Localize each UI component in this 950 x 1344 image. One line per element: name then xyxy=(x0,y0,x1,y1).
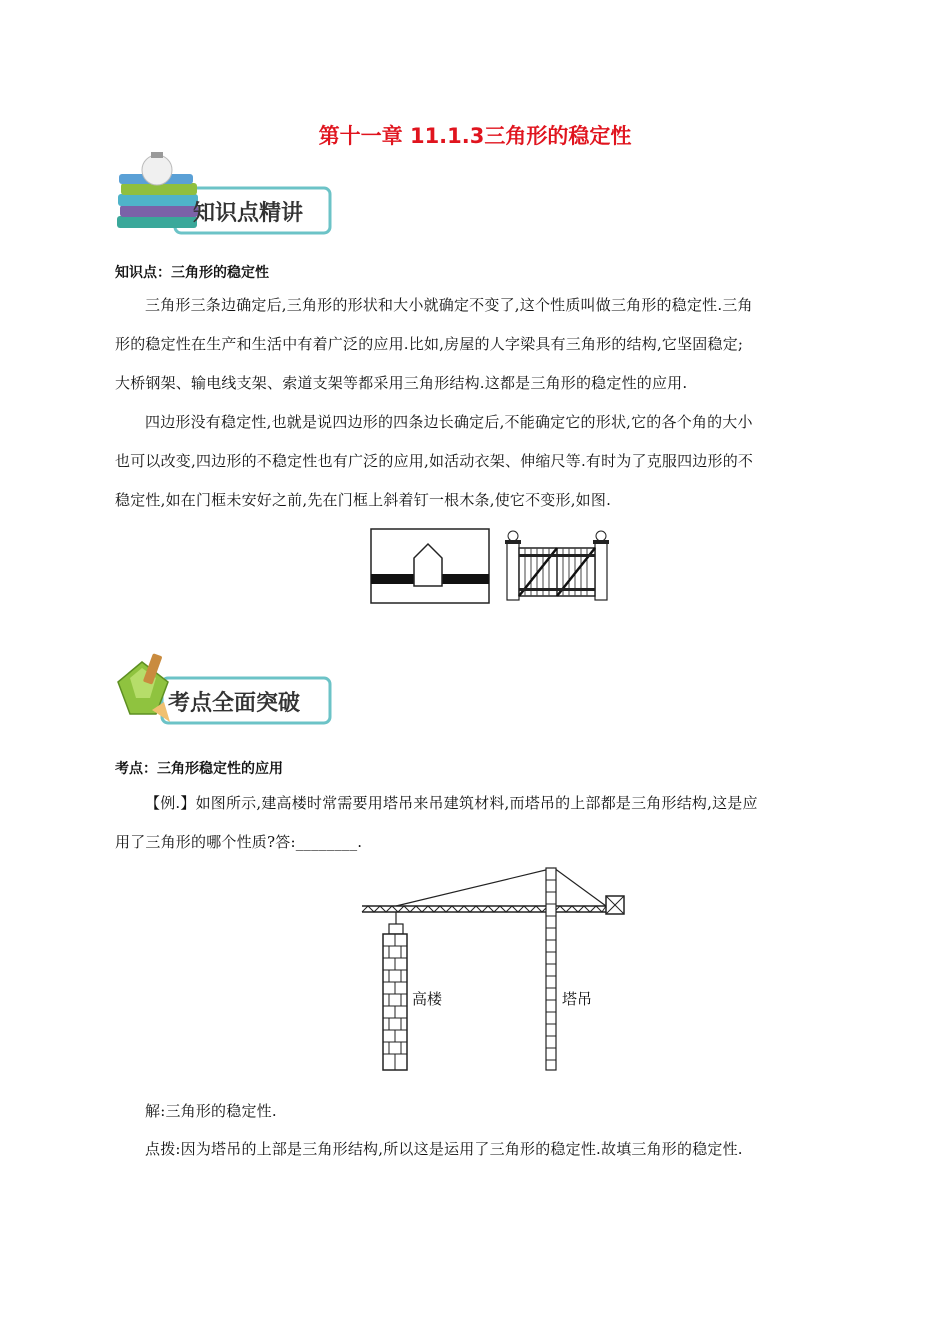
paragraph-line: 稳定性,如在门框未安好之前,先在门框上斜着钉一根木条,使它不变形,如图. xyxy=(115,491,612,509)
exam-heading: 考点：三角形稳定性的应用 xyxy=(115,761,283,777)
knowledge-paragraph-1 xyxy=(115,286,845,403)
door-frame-figure xyxy=(370,528,490,608)
solution-text xyxy=(145,1092,277,1131)
tower-crane-figure xyxy=(356,866,632,1080)
example-line: 用了三角形的哪个性质?答:________. xyxy=(115,833,363,851)
paragraph-line: 大桥钢架、输电线支架、索道支架等都采用三角形结构.这都是三角形的稳定性的应用. xyxy=(115,374,688,392)
hint-line: 点拨:因为塔吊的上部是三角形结构,所以这是运用了三角形的稳定性.故填三角形的稳定性. xyxy=(145,1140,743,1158)
paragraph-line: 也可以改变,四边形的不稳定性也有广泛的应用,如活动衣架、伸缩尺等.有时为了克服四边形的不 xyxy=(115,452,754,470)
door-frame-diagram xyxy=(370,528,490,604)
gate-figure xyxy=(503,528,611,608)
paragraph-line: 形的稳定性在生产和生活中有着广泛的应用.比如,房屋的人字梁具有三角形的结构,它坚固稳定; xyxy=(115,335,744,353)
hint-text xyxy=(145,1130,743,1169)
solution-line: 解:三角形的稳定性. xyxy=(145,1102,277,1120)
exam-badge xyxy=(112,648,334,730)
knowledge-badge xyxy=(115,150,335,240)
building-label: 高楼 xyxy=(412,990,443,1008)
gate-diagram xyxy=(503,528,611,604)
tower-crane-diagram xyxy=(356,866,632,1076)
example-line: 【例.】如图所示,建高楼时常需要用塔吊来吊建筑材料,而塔吊的上部都是三角形结构,这是应 xyxy=(145,794,758,812)
paragraph-line: 四边形没有稳定性,也就是说四边形的四条边长确定后,不能确定它的形状,它的各个角的大小 xyxy=(145,413,753,431)
paragraph-line: 三角形三条边确定后,三角形的形状和大小就确定不变了,这个性质叫做三角形的稳定性.三角 xyxy=(145,296,753,314)
example-question xyxy=(115,784,845,862)
knowledge-badge-label: 知识点精讲 xyxy=(193,201,304,226)
knowledge-paragraph-2 xyxy=(115,403,845,520)
page-title: 第十一章 11.1.3三角形的稳定性 xyxy=(318,124,632,148)
crane-label: 塔吊 xyxy=(562,990,593,1008)
exam-badge-label: 考点全面突破 xyxy=(168,691,301,716)
knowledge-heading: 知识点：三角形的稳定性 xyxy=(115,265,269,281)
